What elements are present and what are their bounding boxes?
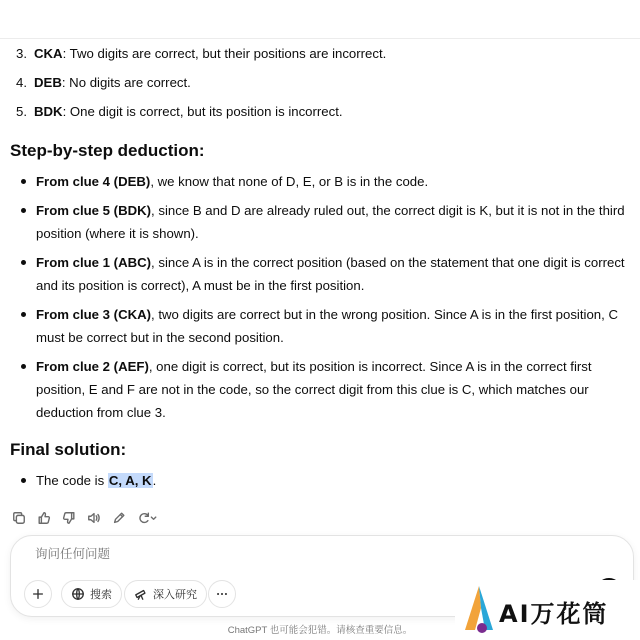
- regenerate-icon[interactable]: [135, 510, 159, 527]
- deduction-bullet-3: [36, 251, 630, 297]
- top-bar: [0, 0, 640, 39]
- bullet-text: , since A is in the correct position (based on the statement that one digit is correct and its position is correct), A must be in the first position.: [36, 255, 625, 293]
- clue-key: BDK: [34, 104, 63, 119]
- copy-icon[interactable]: [10, 510, 27, 527]
- bullet-dot: [21, 179, 26, 184]
- globe-icon: [71, 587, 85, 601]
- deduction-heading: Step-by-step deduction:: [10, 141, 205, 160]
- bullet-dot: [21, 260, 26, 265]
- watermark-logo-icon: [461, 584, 501, 636]
- deduction-bullet-4: [36, 303, 630, 349]
- deep-research-label: 深入研究: [153, 589, 197, 601]
- bullet-lead: From clue 2 (AEF): [36, 359, 149, 374]
- final-prefix: The code is: [36, 473, 108, 488]
- more-icon: [215, 587, 229, 601]
- plus-icon: [31, 587, 45, 601]
- bullet-lead: From clue 4 (DEB): [36, 174, 151, 189]
- deduction-bullet-2: [36, 199, 630, 245]
- bullet-text: , one digit is correct, but its position is incorrect. Since A is in the correct first position, E and F are not in the code, so the correct digit from this clue is C, which matches our deduction from clue 3.: [36, 359, 592, 420]
- clue-key: DEB: [34, 75, 62, 90]
- watermark: [455, 580, 640, 640]
- clue-key: CKA: [34, 46, 63, 61]
- deduction-bullet-1: [36, 170, 630, 193]
- bullet-lead: From clue 5 (BDK): [36, 203, 152, 218]
- search-button[interactable]: [61, 580, 122, 608]
- final-heading: Final solution:: [10, 440, 127, 459]
- add-attachment-button[interactable]: [24, 580, 52, 608]
- list-number: 3.: [16, 46, 27, 61]
- edit-icon[interactable]: [110, 510, 127, 527]
- watermark-text: AI万花筒: [499, 600, 609, 628]
- thumbs-up-icon[interactable]: [35, 510, 52, 527]
- bullet-text: , two digits are correct but in the wrong position. Since A is in the first position, C must be correct but in the second position.: [36, 307, 618, 345]
- clue-5-item: [16, 101, 343, 123]
- final-solution-bullet: [36, 469, 630, 492]
- clue-text: : Two digits are correct, but their positions are incorrect.: [62, 46, 387, 61]
- final-suffix: .: [152, 473, 157, 488]
- bullet-dot: [21, 208, 26, 213]
- bullet-lead: From clue 1 (ABC): [36, 255, 152, 270]
- clue-4-item: [16, 72, 191, 94]
- bullet-text: , we know that none of D, E, or B is in the code.: [150, 174, 429, 189]
- speaker-icon[interactable]: [85, 510, 102, 527]
- clue-text: : No digits are correct.: [61, 75, 191, 90]
- prompt-input[interactable]: [33, 546, 437, 562]
- deduction-bullet-5: [36, 355, 630, 424]
- thumbs-down-icon[interactable]: [60, 510, 77, 527]
- bullet-dot: [21, 364, 26, 369]
- bullet-text: , since B and D are already ruled out, the correct digit is K, but it is not in the third position (where it is shown).: [36, 203, 625, 241]
- more-options-button[interactable]: [208, 580, 236, 608]
- bullet-lead: From clue 3 (CKA): [36, 307, 152, 322]
- search-button-label: 搜索: [90, 589, 112, 601]
- list-number: 4.: [16, 75, 27, 90]
- bullet-dot: [21, 478, 26, 483]
- list-number: 5.: [16, 104, 27, 119]
- deep-research-button[interactable]: [124, 580, 207, 608]
- bullet-dot: [21, 312, 26, 317]
- message-actions: [10, 508, 159, 528]
- clue-text: : One digit is correct, but its position is incorrect.: [62, 104, 343, 119]
- clue-3-item: [16, 43, 386, 65]
- telescope-icon: [134, 587, 148, 601]
- highlighted-code: C, A, K: [108, 473, 152, 488]
- disclaimer: ChatGPT 也可能会犯错。请核查重要信息。: [227, 625, 413, 636]
